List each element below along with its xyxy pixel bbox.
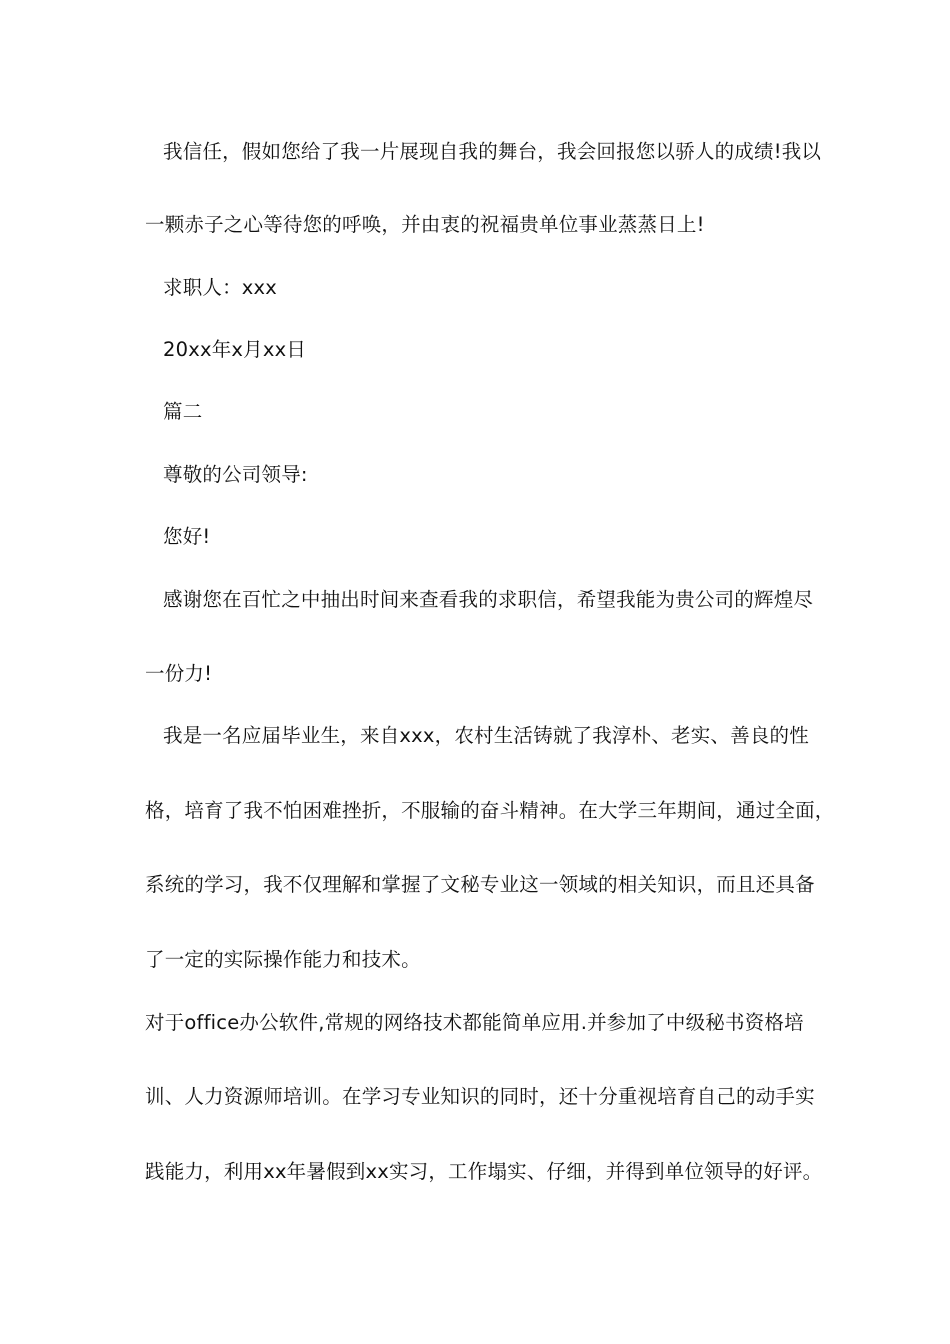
paragraph-line: 一颗赤子之心等待您的呼唤，并由衷的祝福贵单位事业蒸蒸日上! [145,213,705,236]
section-heading: 篇二 [163,400,203,423]
paragraph-line: 对于office办公软件,常规的网络技术都能简单应用.并参加了中级秘书资格培 [145,1011,804,1034]
paragraph-line: 了一定的实际操作能力和技术。 [145,948,421,971]
paragraph-line: 训、人力资源师培训。在学习专业知识的同时，还十分重视培育自己的动手实 [145,1085,815,1108]
paragraph-line: 系统的学习，我不仅理解和掌握了文秘专业这一领域的相关知识，而且还具备 [145,873,815,896]
applicant-signature: 求职人：xxx [163,276,278,299]
paragraph-line: 我信任，假如您给了我一片展现自我的舞台，我会回报您以骄人的成绩!我以 [163,140,822,163]
paragraph-line: 践能力，利用xx年暑假到xx实习，工作塌实、仔细，并得到单位领导的好评。 [145,1160,823,1183]
letter-date: 20xx年x月xx日 [163,338,307,361]
paragraph-line: 格，培育了我不怕困难挫折，不服输的奋斗精神。在大学三年期间，通过全面， [145,799,835,822]
paragraph-line: 一份力! [145,662,213,685]
paragraph-line: 我是一名应届毕业生，来自xxx，农村生活铸就了我淳朴、老实、善良的性 [163,724,809,747]
salutation: 尊敬的公司领导: [163,463,308,486]
greeting: 您好! [163,525,211,548]
paragraph-line: 感谢您在百忙之中抽出时间来查看我的求职信，希望我能为贵公司的辉煌尽 [163,588,814,611]
